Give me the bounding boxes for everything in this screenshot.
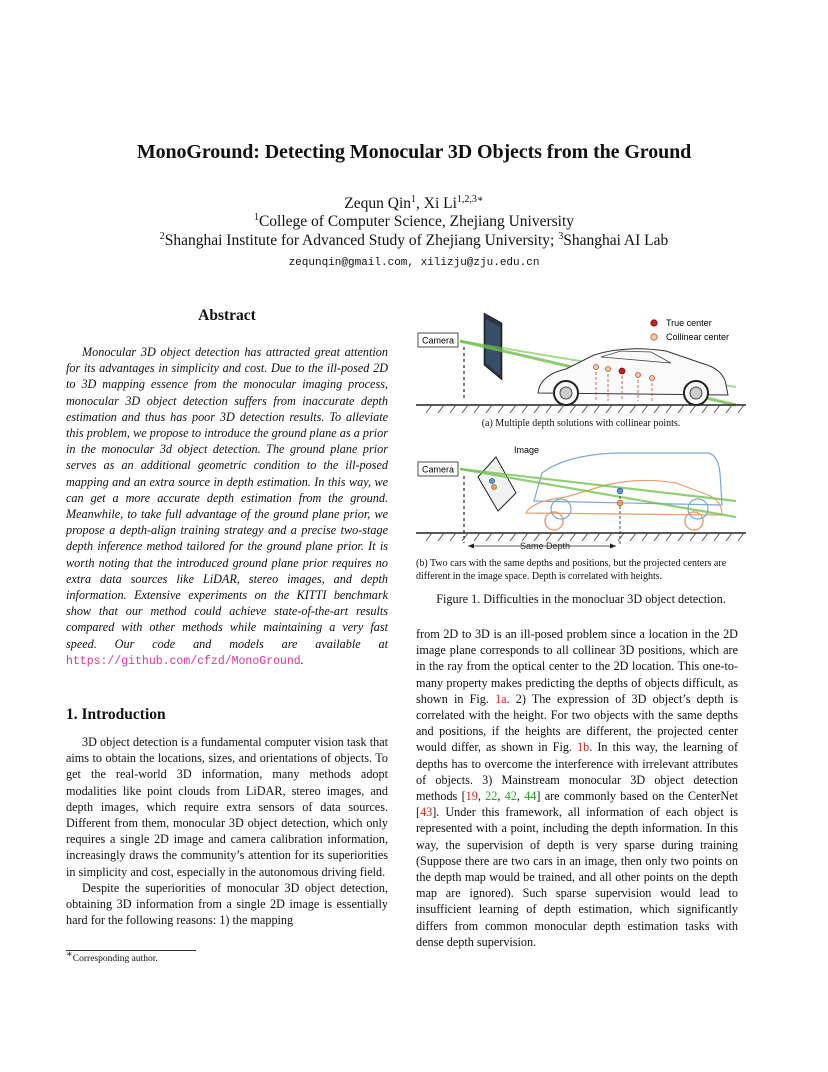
affiliation-text: Shanghai AI Lab xyxy=(563,232,669,249)
citation-separator: , xyxy=(516,789,525,804)
legend-true-center-marker xyxy=(651,320,657,326)
collinear-center-point xyxy=(636,373,641,378)
true-center-point xyxy=(619,368,625,374)
body-text: ] are commonly based on the CenterNet [ xyxy=(416,789,739,820)
affiliation-text: Shanghai Institute for Advanced Study of Zhejiang University; xyxy=(164,232,559,249)
camera-label: Camera xyxy=(422,464,455,475)
subfigure-caption-a: (a) Multiple depth solutions with collinear points. xyxy=(481,418,681,429)
footnote-mark: ∗ xyxy=(66,948,73,960)
figure-ref-1a[interactable]: 1a xyxy=(495,691,507,706)
affiliation-line xyxy=(0,213,828,231)
short-car-center xyxy=(617,500,623,506)
projected-center xyxy=(490,479,495,484)
author-emails: zequnqin@gmail.com, xilizju@zju.edu.cn xyxy=(288,257,540,269)
abstract-body xyxy=(66,344,388,670)
image-label: Image xyxy=(514,445,540,455)
introduction-body xyxy=(66,734,388,928)
author-affiliation-mark: 1,2,3∗ xyxy=(456,193,484,205)
abstract-text: Monocular 3D object detection has attracted great attention for its advantages in simplicity and cost. Due to the ill-posed 2D to 3D mapping essence from the monocular imaging process, monocular 3D object detection suffers from inaccurate depth estimation and thus has poor 3D detection results. To alleviate this problem, we propose to introduce the ground plane as a prior in the monocular 3d object detection. The ground plane prior serves as an additional geometric condition to the ill-posed mapping and an extra source in depth estimation. In this way, we can get a more accurate depth estimation from the ground. Meanwhile, to take full advantage of the ground plane prior, we propose a depth-align training strategy and a precise two-stage depth inference method tailored for the ground plane prior. It is worth noting that the introduced ground plane prior requires no extra data sources like LiDAR, stereo images, and depth information. Extensive experiments on the KITTI benchmark show that our method could achieve state-of-the-art results compared with other methods while maintaining a very fast speed. Our code and models are available at xyxy=(66,345,388,651)
affiliation-mark: 3 xyxy=(558,230,564,242)
footnote-rule xyxy=(66,950,196,951)
intro-paragraph: Despite the superiorities of monocular 3D object detection, obtaining 3D information from a single 2D image is essentially hard for the following reasons: 1) the mapping xyxy=(66,880,388,928)
arrow-head xyxy=(468,544,474,549)
ground-hatching xyxy=(426,405,744,413)
legend-true-center: True center xyxy=(666,318,712,328)
tall-car-center xyxy=(617,488,623,494)
citation-44[interactable]: 44 xyxy=(524,789,537,804)
image-plane xyxy=(478,457,516,511)
legend-collinear-center-marker xyxy=(651,334,657,340)
citation-42[interactable]: 42 xyxy=(504,789,517,804)
camera-label: Camera xyxy=(422,335,455,346)
affiliation-mark: 1 xyxy=(253,211,259,223)
projected-center xyxy=(492,485,497,490)
panel-a xyxy=(416,313,746,413)
citation-22[interactable]: 22 xyxy=(485,789,498,804)
collinear-center-point xyxy=(650,376,655,381)
collinear-center-point xyxy=(606,367,611,372)
code-link[interactable]: https://github.com/cfzd/MonoGround xyxy=(66,654,301,668)
affiliation-mark: 2 xyxy=(159,230,165,242)
subfigure-caption-b: (b) Two cars with the same depths and positions, but the projected centers are different in the image space. Depth is correlated with heights. xyxy=(416,558,727,582)
author-name: Zequn Qin xyxy=(344,195,412,212)
car-hub xyxy=(560,387,572,399)
author-separator: , xyxy=(416,195,424,212)
body-text: . 2) The expression of 3D object’s depth is correlated with the height. For two objects with the same depths and positions, if the heights are different, the projected center would differ, as shown in Fig. xyxy=(416,691,738,755)
body-text: ]. Under this framework, all information of each object is represented with a point, including the depth information. In this way, the supervision of depth is very sparse during training (Suppose there are two cars in an image, then only two points on the depth map would be trained, and all other points on the depth map are ignored). Such sparse supervision would lead to insufficient learning of depth estimation, which significantly differs from common monocular depth estimation tasks with dense depth supervision. xyxy=(416,805,738,949)
abstract-heading: Abstract xyxy=(198,307,256,324)
section-heading-introduction: 1. Introduction xyxy=(66,706,166,723)
author-line xyxy=(0,195,828,213)
abstract-tail: . xyxy=(300,652,304,667)
car-wheel xyxy=(545,512,563,530)
paper-title: MonoGround: Detecting Monocular 3D Objects from the Ground xyxy=(136,141,692,163)
figure-ref-1b[interactable]: 1b xyxy=(577,740,590,755)
legend-collinear-center: Collinear center xyxy=(666,332,730,342)
affiliation-line xyxy=(0,232,828,250)
car-hub xyxy=(690,387,702,399)
author-affiliation-mark: 1 xyxy=(411,193,417,205)
footnote xyxy=(66,948,158,964)
author-name: Xi Li xyxy=(423,195,457,212)
citation-19[interactable]: 19 xyxy=(465,789,478,804)
arrow-head xyxy=(610,544,616,549)
ground-hatching xyxy=(426,533,744,541)
body-text: . In this way, the learning of depths has to overcome the interference with irrelevant attributes of objects. 3) Mainstream monocular 3D object detection methods [ xyxy=(416,740,739,804)
affiliation-text: College of Computer Science, Zhejiang University xyxy=(258,213,575,230)
same-depth-label: Same Depth xyxy=(520,541,571,551)
figure-1-illustration xyxy=(416,305,746,565)
body-text: from 2D to 3D is an ill-posed problem since a location in the 2D image plane corresponds to all collinear 3D positions, which are in the ray from the optical center to the 2D location. This one-to-many property makes predicting the depths of objects difficult, as shown in Fig. xyxy=(416,627,738,706)
figure-caption: Figure 1. Difficulties in the monocluar 3D object detection. xyxy=(436,592,726,606)
citation-43[interactable]: 43 xyxy=(420,805,433,820)
intro-paragraph: 3D object detection is a fundamental computer vision task that aims to obtain the locations, sizes, and orientations of objects. To get the real-world 3D information, many methods adopt modalities like point clouds from LiDAR, stereo images, and depth images, which require extra sensors of data sources. Different from them, monocular 3D object detection, which only requires a single 2D image and camera calibration information, increasingly draws the community’s attention for its superiorities in simplicity and cost, especially in the autonomous driving field. xyxy=(66,735,388,879)
citation-separator: , xyxy=(477,789,486,804)
footnote-text: Corresponding author. xyxy=(72,954,158,964)
citation-separator: , xyxy=(497,789,505,804)
collinear-center-point xyxy=(594,365,599,370)
right-column-body xyxy=(416,626,738,950)
panel-b xyxy=(416,445,746,551)
